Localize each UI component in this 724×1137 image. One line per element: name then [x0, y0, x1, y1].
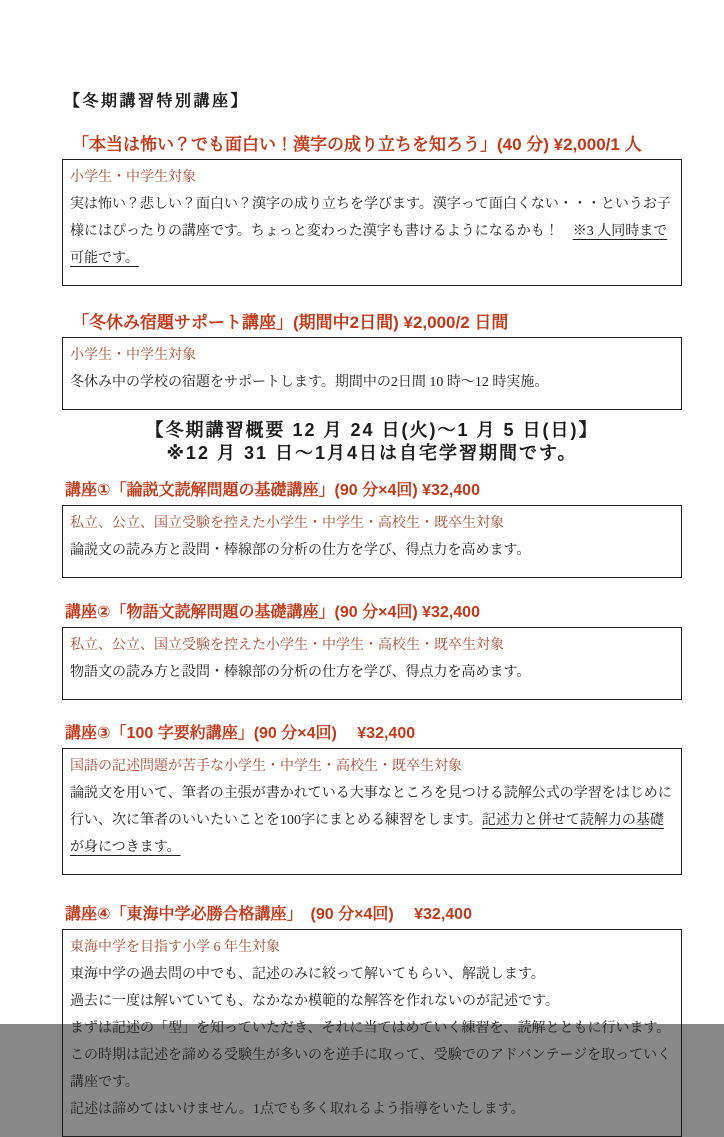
- course-3-heading: 講座③「100 字要約講座」(90 分×4回) ¥32,400: [65, 725, 416, 742]
- special-course-1-description-main: 実は怖い？悲しい？面白い？漢字の成り立ちを学びます。漢字って面白くない・・・というお子様にはぴったりの講座です。ちょっと変わった漢字も書けるようになるかも！: [70, 197, 671, 239]
- course-1-heading: 講座①「論説文読解問題の基礎講座」(90 分×4回) ¥32,400: [65, 482, 480, 499]
- course-2-heading: 講座②「物語文読解問題の基礎講座」(90 分×4回) ¥32,400: [65, 604, 480, 621]
- course-4-description-line: まずは記述の「型」を知っていただき、それに当てはめていく練習を、読解とともに行います。: [70, 1021, 671, 1036]
- course-4-description-line: 東海中学の過去問の中でも、記述のみに絞って解いてもらい、解説します。: [70, 967, 545, 982]
- course-4-description-line: 過去に一度は解いていても、なかなか模範的な解答を作れないのが記述です。: [70, 994, 559, 1009]
- course-3-description-note: 記述力と併せて読解力の基礎が身につきます。: [70, 813, 664, 855]
- course-3-target: 国語の記述問題が苦手な小学生・中学生・高校生・既卒生対象: [70, 759, 462, 774]
- overview-line-1: 【冬期講習概要 12 月 24 日(火)〜1 月 5 日(日)】: [145, 420, 599, 440]
- course-1-box: [62, 505, 682, 578]
- course-1-target: 私立、公立、国立受験を控えた小学生・中学生・高校生・既卒生対象: [70, 516, 504, 531]
- overview-heading: [62, 419, 682, 465]
- course-2-box: [62, 627, 682, 700]
- course-2-description: 物語文の読み方と設問・棒線部の分析の仕方を学び、得点力を高めます。: [70, 665, 531, 680]
- page-title: 【冬期講習特別講座】: [64, 93, 250, 110]
- overview-line-2: ※12 月 31 日〜1月4日は自宅学習期間です。: [166, 443, 578, 463]
- special-course-2-target: 小学生・中学生対象: [70, 348, 196, 363]
- special-course-2-description: 冬休み中の学校の宿題をサポートします。期間中の2日間 10 時〜12 時実施。: [70, 375, 549, 390]
- course-3-description-main: 論説文を用いて、筆者の主張が書かれている大事なところを見つける読解公式の学習をはじめに行い、次に筆者のいいたいことを100字にまとめる練習をします。: [70, 786, 672, 828]
- special-course-2-heading: 「冬休み宿題サポート講座」(期間中2日間) ¥2,000/2 日間: [72, 313, 509, 332]
- course-4-target: 東海中学を目指す小学 6 年生対象: [70, 940, 280, 955]
- course-3-description: [70, 780, 672, 861]
- course-4-box: [62, 929, 682, 1137]
- special-course-1-box: [62, 159, 682, 286]
- course-4-heading: 講座④「東海中学必勝合格講座」 (90 分×4回) ¥32,400: [65, 906, 472, 923]
- special-course-1-target: 小学生・中学生対象: [70, 170, 196, 185]
- special-course-2-box: [62, 337, 682, 410]
- course-4-description-line: 記述は諦めてはいけません。1点でも多く取れるよう指導をいたします。: [70, 1102, 525, 1117]
- special-course-1-description: [70, 191, 672, 272]
- course-4-description-line: この時期は記述を諦める受験生が多いのを逆手に取って、受験でのアドバンテージを取っていく講座です。: [70, 1048, 672, 1090]
- course-1-description: 論説文の読み方と設問・棒線部の分析の仕方を学び、得点力を高めます。: [70, 543, 531, 558]
- course-3-box: [62, 748, 682, 875]
- course-2-target: 私立、公立、国立受験を控えた小学生・中学生・高校生・既卒生対象: [70, 638, 504, 653]
- special-course-1-description-note: ※3 人同時まで可能です。: [70, 224, 668, 266]
- special-course-1-heading: 「本当は怖い？でも面白い！漢字の成り立ちを知ろう」(40 分) ¥2,000/1 人: [72, 135, 642, 154]
